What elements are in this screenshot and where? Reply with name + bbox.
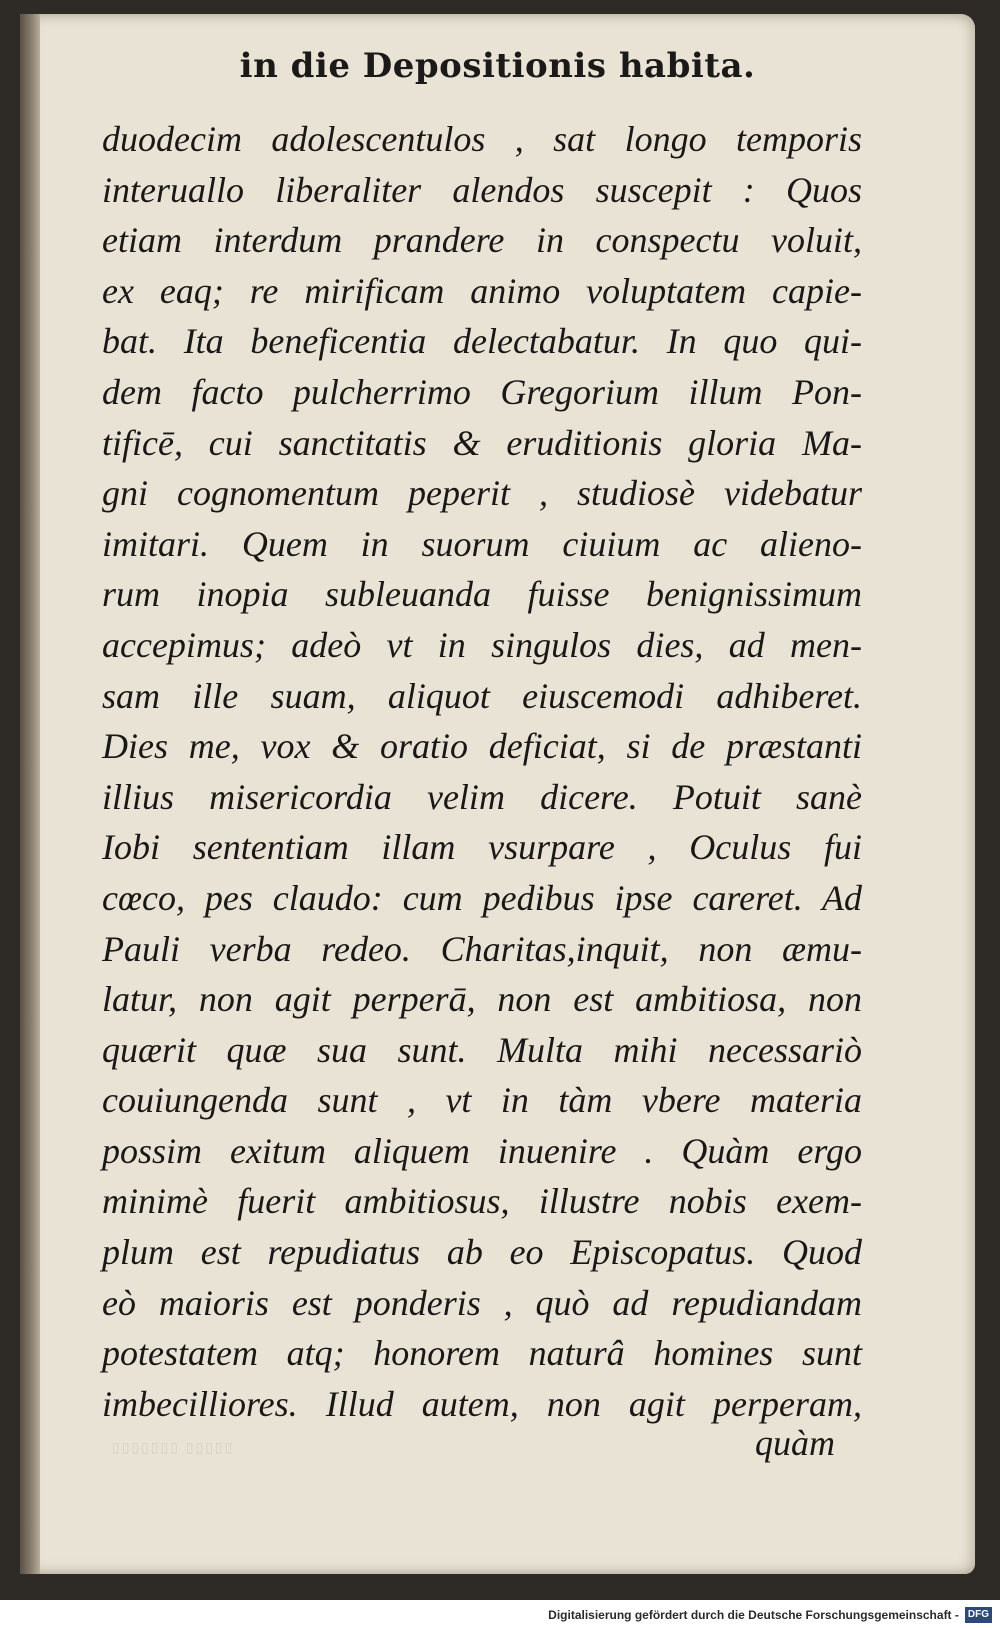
text-line: latur, non agit perperā, non est ambitiosa, non xyxy=(102,979,862,1020)
text-line: dem facto pulcherrimo Gregorium illum Pon- xyxy=(102,371,862,412)
text-line: imbecilliores. Illud autem, non agit perperam, xyxy=(102,1383,862,1424)
text-line: sam ille suam, aliquot eiuscemodi adhiberet. xyxy=(102,675,862,716)
footer-bar xyxy=(0,1600,1000,1630)
text-line: accepimus; adeò vt in singulos dies, ad men- xyxy=(102,624,862,665)
text-line: cœco, pes claudo: cum pedibus ipse careret. Ad xyxy=(102,877,862,918)
text-line: duodecim adolescentulos , sat longo temporis xyxy=(102,119,862,159)
text-line: couiungenda sunt , vt in tàm vbere materia xyxy=(102,1080,862,1121)
book-page xyxy=(20,14,975,1574)
text-line: gni cognomentum peperit , studiosè videbatur xyxy=(102,473,862,514)
footer-credit: Digitalisierung gefördert durch die Deutsche Forschungsgemeinschaft - xyxy=(548,1608,959,1622)
text-line: minimè fuerit ambitiosus, illustre nobis exem- xyxy=(102,1181,862,1222)
text-line: illius misericordia velim dicere. Potuit sanè xyxy=(102,776,862,817)
text-line: Iobi sententiam illam vsurpare , Oculus fui xyxy=(102,827,862,868)
text-line: plum est repudiatus ab eo Episcopatus. Quod xyxy=(102,1232,862,1273)
text-line: tificē, cui sanctitatis & eruditionis gloria Ma- xyxy=(102,422,862,463)
faint-stamp: ▯▯▯▯▯▯▯ ▯▯▯▯▯ xyxy=(112,1439,235,1455)
text-line: imitari. Quem in suorum ciuium ac alieno- xyxy=(102,523,862,564)
running-head: in die Depositionis habita. xyxy=(239,46,756,86)
text-line: eò maioris est ponderis , quò ad repudiandam xyxy=(102,1282,862,1323)
text-line: etiam interdum prandere in conspectu voluit, xyxy=(102,220,862,261)
dfg-logo: DFG xyxy=(965,1607,992,1623)
text-line: potestatem atq; honorem naturâ homines sunt xyxy=(102,1333,862,1374)
catchword: quàm xyxy=(755,1423,835,1463)
text-line: rum inopia subleuanda fuisse benignissimum xyxy=(102,574,862,615)
text-line: Pauli verba redeo. Charitas,inquit, non æmu- xyxy=(102,928,862,969)
text-line: possim exitum aliquem inuenire . Quàm ergo xyxy=(102,1130,862,1171)
body-text xyxy=(102,114,862,1429)
text-line: quærit quæ sua sunt. Multa mihi necessariò xyxy=(102,1029,862,1070)
text-line: ex eaq; re mirificam animo voluptatem capie- xyxy=(102,270,862,311)
page-gutter xyxy=(20,14,40,1574)
text-line: Dies me, vox & oratio deficiat, si de præstanti xyxy=(102,726,862,767)
text-line: bat. Ita beneficentia delectabatur. In quo qui- xyxy=(102,321,862,362)
text-line: interuallo liberaliter alendos suscepit : Quos xyxy=(102,169,862,210)
